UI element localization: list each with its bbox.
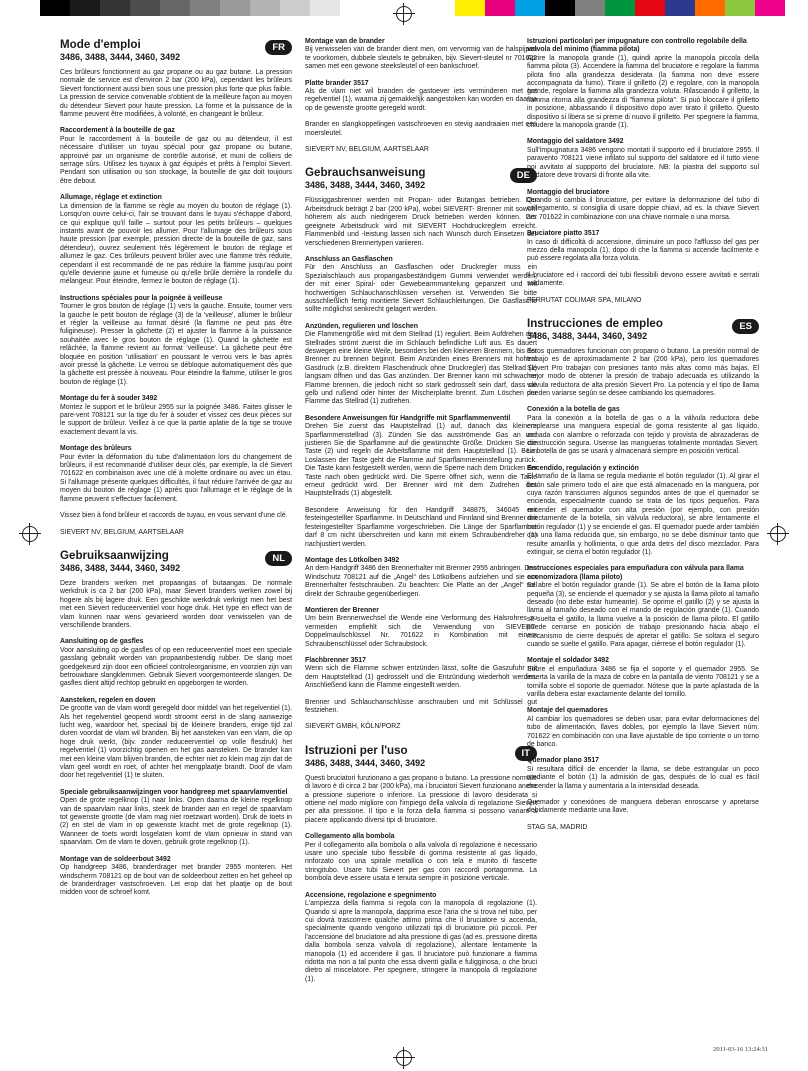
- column-3: [527, 38, 759, 844]
- color-swatch: [455, 0, 485, 16]
- registration-mark-icon: [396, 1050, 412, 1066]
- color-swatch: [250, 0, 280, 16]
- text-section: [305, 197, 537, 247]
- section-text: Voor aansluiting op de gasfles of op een reduceerventiel moet een speciale gasslang gebruikt worden van propaanbestendig rubber. De slang moet goedgekeurd zijn door een officieel controleorganisme, en voorzien zijn van betrouwbare slangklemmen. Gebruik Sievert voorgemonteerde slangen. De gasfles dient altijd rechtop gebruikt en opgeborgen te worden.: [60, 646, 292, 688]
- section-text: An dem Handgriff 3486 den Brennerhalter mit Brenner 2955 anbringen. Den Windschutz 708121 auf die „Angel“ des Lötkolbens aufziehen und sie am Brennerhalter festschrauben. Zu beachten: Die Platte an der „Angel“ soll direkt der Schraube gegenüberliegen.: [305, 565, 537, 598]
- text-section: [305, 507, 537, 549]
- text-section: [527, 657, 759, 699]
- section-text: Brander en slangkoppelingen vastschroeven en stevig aandraaien met een moersleutel.: [305, 121, 537, 137]
- section-nl: [60, 549, 292, 898]
- section-text: Montez le support et le brûleur 2955 sur la poignée 3486. Faites glisser le pare-vent 708121 sur la tige du fer à souder et vissez ces deux pièces sur le support de brûleur. Veillez à ce que la partie aplatie de la tige se trouve exactement devant la vis.: [60, 403, 292, 436]
- nl-models: 3486, 3488, 3444, 3460, 3492: [60, 562, 181, 573]
- section-text: Quemador y conexiónes de manguera deberan enroscarse y apretarse debidamente mediante una llave.: [527, 799, 759, 815]
- section-heading: Aansteken, regelen en doven: [60, 696, 156, 704]
- section-text: Wenn sich die Flamme schwer entzünden lässt, sollte die Gaszufuhr mit dem Hauptstellrad (1) gedrosselt und die Entzündung wiederholt werden. Anschließend kann die Flamme eingestellt werden.: [305, 665, 537, 690]
- text-section: [305, 557, 537, 599]
- text-section: [305, 323, 537, 407]
- nl-language-badge: NL: [265, 551, 292, 566]
- text-section: [60, 789, 292, 848]
- color-swatch: [665, 0, 695, 16]
- color-swatch: [545, 0, 575, 16]
- de-body: [305, 197, 537, 715]
- section-text: Open de grote regelknop (1) naar links. Open daarna de kleine regelknop van de spaarvlam naar links, steek de brander aan en regel de spaarvlam tot gewenste grootte (de vlam mag niet roetzwart worden). Druk de toets in (2) en stel de vlam in op gewenste kracht met de grote regelknop (1). Wanneer de toets wordt losgelaten komt de vlam opnieuw in stand van spaarvlam. Om de vlam te doven, gebruik grote regelknop (1).: [60, 797, 292, 847]
- section-heading: Montage des Lötkolben 3492: [305, 556, 400, 564]
- section-heading: Accensione, regolazione e spegnimento: [305, 891, 437, 899]
- section-text: El tamaño de la llama se regula mediante el botón regulador (1). Al girar el botón sale primero todo el aire que está almacenado en la manguera, por cuya razón transcurren algunos segundos antes de que el quemador se encienda, especialmente cuando se trata de los tipos pequeños. Para encender el quemador con alta presión (por ejemplo, con presión directamente de la botella, sin válvula reductora), se abre lentamente el botón regulador (1) y se enciende el gas. El quemador puede arder también con una llama reducida que, sin embargo, no se debe disminuir tanto que resulte amarilla y hollinienta, o que arda detrs del disco mezclador. Para extinguir, se cierra el botón regulador (1).: [527, 473, 759, 556]
- color-swatch: [635, 0, 665, 16]
- section-text: Tourner le gros bouton de réglage (1) vers la gauche. Ensuite, tourner vers la gauche le petit bouton de réglage (3) de la 'veilleuse', allumer le brûleur et régler la veilleuse au format désiré (la flamme ne peut pas être fuligineuse). Presser la gâchette (2) et ajuster la flamme à la puissance souhaitée avec le gros bouton de réglage (1). Quand la gâchette est relâchée, la flamme revient au format 'veilleuse'. La gâchette peut être bloquée en position 'utilisation' en poussant le verrou vers le bas après avoir pressé la gâchette. Le verrou se débloque automatiquement dès que la gâchette est pressée à nouveau. Pour éteindre la flamme, utiliser le gros bouton de réglage (1).: [60, 303, 292, 386]
- section-heading: Collegamento alla bombola: [305, 833, 395, 841]
- color-swatch: [485, 0, 515, 16]
- color-swatch: [190, 0, 220, 16]
- section-heading: Montaggio del bruciatore: [527, 188, 610, 196]
- print-timestamp: 2011-03-16 13:24:31: [713, 1046, 768, 1053]
- it-language-badge: IT: [515, 746, 537, 761]
- section-text: Drehen Sie zuerst das Hauptstellrad (1) auf, danach das kleinere Sparflammenstellrad (3). Zünden Sie das ausströmende Gas an und justieren Sie die Sparflamme auf die gewünschte Größe. Drücken Sie die Taste (2) und regeln die Arbeitsflamme mit dem Hauptstellrad (1). Beim Loslassen der Taste geht die Flamme auf Sparflammeneinstellung zurück. Die Taste kann festgestellt werden, wenn die Sperre nach dem Drücken der Taste nach oben gedrückt wird. Die Sperre öffnet sich, wenn die Taste erneut gedrückt wird. Der Brenner wird mit dem Zudrehen des Hauptstellrads (1) abgestellt.: [305, 423, 537, 498]
- text-section: [305, 121, 537, 138]
- section-text: Quando si cambia il bruciatore, per evitare la deformazione del tubo di collegamento, si consiglia di usare doppie chiavi, ad es. la chiave Sievert art. 701622 in combinazione con una chiave normale o una morsa.: [527, 196, 759, 221]
- color-swatch: [220, 0, 250, 16]
- section-text: Als de vlam niet wil branden de gastoever iets verminderen met het regelventiel (1), waarna zij gemakkelijk aangestoken kan worden en daarna op de gewenste grootte geregeld wordt.: [305, 88, 537, 112]
- text-section: [527, 272, 759, 289]
- it-body-continued: [527, 38, 759, 289]
- nl-signature: SIEVERT NV, BELGIUM, AARTSELAAR: [305, 146, 429, 154]
- section-text: L'ampiezza della fiamma si regola con la manopola di regolazione (1). Quando si apre la manopola, dapprima esce l'aria che si trova nel tubo, per cui dovrà trascorrere qualche attimo prima che il bruciatore si accenda, specialmente quando vengono utilizzati tipi di bruciatore più piccoli. Per l'accensione del bruciatore ad alta pressione di gas (ad es. pressione diretta dalla bombola senza valvola di regolazione), allentare lentamente la manopola (1) ed accendere il gas. Il bruciatore può funzionare a fiamma ridotta ma non a tal punto che essa diventi gialla e fuligginosa, o che bruci dietro al miscelatore. Per spegnere, stringere la manopola di regolazione (1).: [305, 900, 537, 983]
- fr-title: Mode d'emploi: [60, 38, 141, 51]
- text-section: [305, 892, 537, 984]
- section-heading: Quemador plano 3517: [527, 757, 599, 765]
- section-text: Die Flammengröße wird mit dem Stellrad (1) reguliert. Beim Aufdrehen des Stellrades strömt zuerst die im Schlauch befindliche Luft aus. Es dauert deswegen eine kleine Weile, besonders bei den kleineren Brennern, bis der Brenner zu brennen beginnt. Beim Anzünden eines Brenners mit hohem Gasdruck (z.B. direktem Flaschendruck ohne Druckregler) das Stellrad (1) langsam öffnen und das Gas anzünden. Der Brenner kann mit schwacher Flamme brennen, die jedoch nicht so stark gedrosselt sein darf, dass sie gelb und rußend oder hinter der Mischerplatte brennt. Zum Löschen der Flamme das Stellrad (1) zudrehen.: [305, 331, 537, 406]
- section-heading: Anschluss an Gasflaschen: [305, 255, 393, 263]
- es-signature: STAG SA, MADRID: [527, 823, 588, 831]
- section-heading: Montage des brûleurs: [60, 445, 132, 453]
- section-es: [527, 317, 759, 832]
- section-heading: Instructions spéciales pour la poignée à veilleuse: [60, 294, 223, 302]
- text-section: [527, 138, 759, 180]
- text-section: [60, 395, 292, 437]
- section-heading: Speciale gebruiksaanwijzingen voor handgreep met spaarvlamventiel: [60, 788, 288, 796]
- section-text: Il bruciatore ed i raccordi dei tubi flessibili devono essere avvitati e serrati saldamente.: [527, 271, 759, 288]
- color-swatch: [310, 0, 340, 16]
- section-heading: Besondere Anweisungen für Handgriffe mit Sparflammenventil: [305, 414, 511, 422]
- de-title: Gebrauchsanweisung: [305, 166, 426, 180]
- section-heading: Raccordement à la bouteille de gaz: [60, 127, 175, 135]
- fr-signature: SIEVERT NV, BELGIUM, AARTSELAAR: [60, 528, 184, 536]
- text-section: [60, 127, 292, 186]
- text-section: [527, 799, 759, 816]
- section-heading: Platte brander 3517: [305, 79, 369, 87]
- text-section: [305, 699, 537, 716]
- section-text: Op handgreep 3486, branderdrager met brander 2955 monteren. Het windscherm 708121 op de bout van de soldeerbout zetten en het geheel op de branderdrager vastschroeven. Let erop dat het plaatje op de bout midden voor de schroef komt.: [60, 864, 292, 897]
- text-section: [527, 406, 759, 456]
- fr-language-badge: FR: [265, 40, 292, 55]
- es-body: [527, 348, 759, 816]
- text-section: [527, 565, 759, 649]
- section-text: Al cambiar los quemadores se deben usar, para evitar deformaciones del tubo de alimentación, llaves dobles, por ejemplo la llave Sievert núm. 701622 en combinación con una llave ajustable de tipo corriente o un torno de banco.: [527, 715, 759, 749]
- de-models: 3486, 3488, 3444, 3460, 3492: [305, 180, 426, 191]
- text-section: [60, 638, 292, 688]
- section-heading: Encendido, regulación y extinción: [527, 464, 639, 472]
- color-swatch: [340, 0, 370, 16]
- text-section: [305, 607, 537, 649]
- column-2: [305, 38, 537, 992]
- section-text: Pour le raccordement à la bouteille de gaz ou au détendeur, il est nécessaire d'utiliser un tuyau spécial pour gaz propane ou butane, approuvé par un organisme de contrôle autorisé, et muni de colliers de serrage sûrs. Utilisez les tuyaux à gaz équipés et prêts à l'emploi Sievert. Pendant son utilisation ou son stockage, la bouteille de gaz doit toujours être debout.: [60, 135, 292, 185]
- section-text: Per il collegamento alla bombola o alla valvola di regolazione è necessario usare uno speciale tubo flessibile di gomma resistente al gas liquido, rinforzato con una spirale metallica o con tela e munito di fascette stringitubo. Usare tubi Sievert per gas con raccordi portagomma. La bombola deve essere usata e tenuta sempre in posizione verticale.: [305, 841, 537, 883]
- text-section: [527, 189, 759, 223]
- it-body: [305, 775, 537, 984]
- text-section: [60, 512, 292, 520]
- section-text: Aprire la manopola grande (1), quindi aprire la manopola piccola della fiamma pilota (3). Accendere la fiamma del bruciatore e regolare la fiamma pilota fino alla grandezza desiderata (la fiamma non deve essere accompagnata da fumo). Tirare il grilletto (2) e regolare, con la manopola grande, regolare la fiamma alla grandezza voluta. Rilasciando il grilletto, la fiamma ritorna alla grandezza di "fiamma pilota". Si può bloccare il grilletto in posizione, abbassando il dispositivo dopo aver tirato il grilletto. Questo dispositivo si libera se si preme di nuovo il grilletto. Per spegnere la fiamma, chiudere la manopola grande (1).: [527, 54, 759, 130]
- section-heading: Montage van de soldeerbout 3492: [60, 855, 171, 863]
- section-fr: [60, 38, 292, 537]
- section-text: De grootte van de vlam wordt geregeld door middel van het regelventiel (1). Als het regelventiel geopend wordt stroomt eerst in de slang aanwezige lucht weg, waardoor het, speciaal bij de kleinere branders, enige tijd zal duren voordat de vlam wil branden. Bij het aansteken van een vlam, die op hoge druk werkt, (bijv. zonder reduceerventiel op volle flesdruk) het regelventiel (1) voorzichtig openen en het gas aansteken. De brander kan met een kleine vlam blijven branden, die echter niet zo klein mag zijn dat de vlam geel wordt en roet, of achter het mengplaatje brandt. Doof de vlam door het regelventiel (1) te sluiten.: [60, 705, 292, 780]
- section-text: La dimension de la flamme se règle au moyen du bouton de réglage (1). Lorsqu'on ouvre celui-ci, l'air se trouvant dans le tuyau s'échappe d'abord, ce qui explique qu'il faille – surtout pour les petits brûleurs – quelques instants avant de pouvoir les allumer. Pour l'allumage des brûleurs sous haute pression (par exemple, pression directe de la bouteille de gaz, sans détendeur), ouvrez seulement très légèrement le bouton de réglage et allumez le gaz. Ces brûleurs peuvent brûler avec une flamme très réduite, cependant il est recommandé de ne pas réduire la flamme jusqu'au point qu'elle devienne jaune et fumeuse ou qu'elle brûle derrière la rondelle du mélangeur. Pour éteindre, fermez le bouton de réglage (1).: [60, 202, 292, 286]
- color-swatch: [130, 0, 160, 16]
- section-heading: Conexión a la botella de gas: [527, 406, 620, 414]
- text-section: [305, 415, 537, 499]
- section-heading: Anzünden, regulieren und löschen: [305, 322, 418, 330]
- text-section: [60, 295, 292, 387]
- text-section: [305, 256, 537, 315]
- registration-mark-icon: [770, 526, 786, 542]
- color-swatch: [695, 0, 725, 16]
- it-models: 3486, 3488, 3444, 3460, 3492: [305, 757, 426, 768]
- fr-body: [60, 69, 292, 521]
- color-swatch: [70, 0, 100, 16]
- registration-mark-icon: [396, 6, 412, 22]
- es-language-badge: ES: [732, 319, 759, 334]
- text-section: [60, 856, 292, 898]
- nl-title: Gebruiksaanwijzing: [60, 548, 169, 562]
- section-text: Estos quemadores funcionan con propano o butano. La presión normal de trabajo es de aproximadamente 2 bar (200 kPa), pero los quemadores Sievert Pro trabajan con presiones tanto más altas como más bajas. El mejor modo de obtener la presión de trabajo adecuada es utilizando la válvula reductora de alta presión Sievert Pro. La potencia y el tipo de llama pueden variarse según se desee cambiando los quemadores.: [527, 347, 759, 397]
- text-section: [60, 69, 292, 119]
- section-heading: Montieren der Brenner: [305, 606, 379, 614]
- text-section: [305, 657, 537, 691]
- section-heading: Bruciatore piatto 3517: [527, 230, 600, 238]
- color-calibration-bar: [455, 0, 785, 16]
- it-title: Istruzioni per l'uso: [305, 743, 408, 757]
- section-heading: Instrucciones especiales para empuñadura con válvula para llama economizadora (llama piloto): [527, 565, 744, 581]
- it-signature: FERRUTAT COLIMAR SPA, MILANO: [527, 296, 642, 304]
- text-section: [527, 707, 759, 749]
- color-swatch: [100, 0, 130, 16]
- section-text: Bij verwisselen van de brander dient men, om vervormig van de halspijpen te voorkomen, dubbele sleutels te gebruiken, bijv. Sievert-sleutel nr 701622 samen met een gewone steeksleutel of een bankschroef.: [305, 46, 537, 71]
- text-section: [305, 833, 537, 883]
- color-swatch: [40, 0, 70, 16]
- text-section: [527, 230, 759, 264]
- section-heading: Aansluiting op de gasfles: [60, 638, 144, 646]
- grayscale-color-bar: [40, 0, 370, 16]
- section-heading: Flachbrenner 3517: [305, 656, 366, 664]
- section-it: [305, 744, 537, 984]
- text-section: [305, 775, 537, 825]
- color-swatch: [160, 0, 190, 16]
- section-text: Für den Anschluss an Gasflaschen oder Druckregler muss ein Spezialschlauch aus propangasbeständigem Gummi verwendet werden, der mit einer Spiral- oder Gewebearmmantelung gepanzert und mit hochwertigen Schlauchanschlüssen versehen ist. Verwenden Sie bitte ausschließlich fertig montierte Sievert Schlauchleitungen. Die Gasflasche sollte möglichst senkrecht gelagert werden.: [305, 264, 537, 314]
- section-text: Para la conexión a la botella de gas o a la válvula reductora debe emplearse una manguera especial de goma resistente al gas líquido, armada con alambre o reforzada con tejido y provista de abrazaderas de construcción segura. Usense las mangueras totalmente montadas Sievert. La botella de gas se usará y almacenará siempre en posición vertical.: [527, 414, 759, 456]
- section-heading: Montage van de brander: [305, 38, 385, 45]
- section-text: Se abre el botón regulador grande (1). Se abre el botón de la llama piloto pequeña (3), se enciende el quemador y se ajusta la llama piloto al tamaño deseado (no debe estar humeante). Se oprime el gatillo (2) y se ajusta la llama al tamaño deseado con el mando de regulación grande (1). Cuando se suelta el gatillo, la llama vuelve a la posición de llama piloto. El gatillo puede cerrarse en posición de trabajo presionando hacia abajo el mecanismo de cierre después de apretar el gatillo. Se soltara el seguro cuando se suelte el gatillo. Para apagar, ciérrese el botón regulador (1).: [527, 582, 759, 648]
- section-text: Vissez bien à fond brûleur et raccords de tuyau, en vous servant d'une clé.: [60, 512, 288, 520]
- registration-mark-icon: [22, 526, 38, 542]
- color-swatch: [575, 0, 605, 16]
- section-heading: Montaje del quemadores: [527, 707, 608, 715]
- text-section: [527, 465, 759, 557]
- section-text: Besondere Anweisung für den Handgriff 348875, 346045 mit festeingestellter Sparflamme. In Deutschland und Finnland sind Brenner mit festeingestellter Sparflamme vorgeschrieben. Die Länge der Sparflamme darf 8 cm nicht überschreiten und kann mit einem Schraubendreher (1) nachjustiert werden.: [305, 506, 537, 548]
- text-section: [527, 38, 759, 130]
- color-swatch: [280, 0, 310, 16]
- text-section: [60, 697, 292, 781]
- text-section: [60, 194, 292, 286]
- section-text: Deze branders werken met propaangas of butaangas. De normale werkdruk is ca 2 bar (200 kPa), maar Sievert branders werken zowel bij hogere als bij lagere druk. Een geschikte werkdruk verkrijgt men het best met een Sievert reduceerventiel voor hoge druk. Het type en effect van de vlam kunnen naar wens gevarieerd worden door verwisselen van de verschillende branders.: [60, 579, 292, 629]
- text-section: [305, 80, 537, 114]
- text-section: [527, 348, 759, 398]
- color-swatch: [605, 0, 635, 16]
- section-text: Ces brûleurs fonctionnent au gaz propane ou au gaz butane. La pression normale de service est d'environ 2 bar (200 kPa), cependant les brûleurs Sievert fonctionnent aussi bien sous une pression plus forte que plus faible. La pression de service convenable s'obtient de la meilleure façon au moyen du détendeur Sievert pour haute pression. La forme et la puissance de la flamme peuvent être modifiées, à volonté, en changeant le brûleur.: [60, 69, 292, 119]
- section-heading: Istruzioni particolari per impugnature con controllo regolabile della valvola del minimo (fiamma pilota): [527, 38, 747, 54]
- text-section: [60, 580, 292, 630]
- nl-body-continued: [305, 38, 537, 138]
- de-signature: SIEVERT GMBH, KÖLN/PORZ: [305, 723, 401, 731]
- section-text: Sobre el empuñadura 3486 se fija el soporte y el quemador 2955. Se inserta la varilla de la maza de cobre en la pantalla de viento 708121 y se a tornilla sobre el soporte de quemador. Nótese que la parte aplastada de la varilla debera estar exactamente delante del tornillo.: [527, 665, 759, 698]
- section-text: Pour éviter la déformation du tube d'alimentation lors du changement de brûleurs, il est recommandé d'utiliser deux clés, par exemple, la clé Sievert 701622 en combinaison avec une clé à molette ordinaire ou avec un étau. Si l'allumage présente quelques difficultés, il faut réduire l'arrivée de gaz au moyen du bouton de réglage (1) après quoi l'allumage et le réglage de la flamme peuvent s'effectuer facilement.: [60, 453, 292, 503]
- section-heading: Montaggio del saldatore 3492: [527, 138, 624, 146]
- section-text: Sull'impugnatura 3486 vengono montati il supporto ed il bruciatore 2955. Il paravento 708121 viene infilato sul supporto del saldatore ed il tutto viene poi avvitato al suppporto del bruciatore. NB: la piastra del supporto sul saldatore deve trovarsi di fronte alla vite.: [527, 146, 759, 180]
- section-text: Si resultara difícil de encender la llama, se debe estrangular un poco mediante el botón (1) la admisión de gas, después de lo cual es fácil encender la llama y aumentaria a la intensidad deseada.: [527, 765, 759, 790]
- de-language-badge: DE: [510, 168, 537, 183]
- es-models: 3486, 3488, 3444, 3460, 3492: [527, 330, 648, 341]
- color-swatch: [755, 0, 785, 16]
- section-heading: Montage du fer à souder 3492: [60, 395, 158, 403]
- section-text: Brenner und Schlauchanschlüsse anschrauben und mit Schlüssel gut festziehen.: [305, 698, 537, 714]
- fr-models: 3486, 3488, 3444, 3460, 3492: [60, 52, 181, 62]
- section-heading: Montaje el soldador 3492: [527, 657, 609, 665]
- text-section: [60, 445, 292, 504]
- color-swatch: [515, 0, 545, 16]
- text-section: [305, 38, 537, 72]
- nl-body: [60, 580, 292, 898]
- section-text: In caso di difficoltà di accensione, diminuire un poco l'afflusso del gas per mezzo della manopola (1), dopo di che la fiamma si accende facilmente e può essere regolata alla forza voluta.: [527, 238, 759, 263]
- section-text: Flüssiggasbrenner werden mit Propan- oder Butangas betrieben. Der Arbeitsdruck beträgt 2 bar (200 kPa), wobei SIEVERT- Brenner mit sowohl höherem als auch niedrigerem Druck betrieben werden können. Der geeignete Arbeitsdruck wird mit SIEVERT Hochdruckreglern erreicht. Flammenbild und -leistung lassen sich nach Wunsch durch Einsetzen der verschiedenen Brennertypen variieren.: [305, 197, 537, 247]
- text-section: [527, 757, 759, 791]
- color-swatch: [725, 0, 755, 16]
- column-1: [60, 38, 292, 906]
- section-text: Um beim Brennerwechsel die Wende eine Verformung des Halsrohres zu vermeiden empfiehlt sich die Verwendung von SIEVERT- Doppelmaulschlüssel Nr. 701622 in Kombination mit einem Schraubenschlüssel oder Schraubstock.: [305, 615, 537, 648]
- es-title: Instrucciones de empleo: [527, 316, 663, 330]
- section-de: [305, 166, 537, 731]
- section-text: Questi bruciatori funzionano a gas propano o butano. La pressione normale di lavoro è di circa 2 bar (200 kPa), ma i bruciatori Sievert funzionano anche a pressione superiore o inferiore. La pressione di lavoro desiderata si ottiene nel modo migliore con l'impiego della valvola di regolazione Sievert per alta pressione. Il tipo e la forza della fiamma si possono variare a piacere applicando diversi tipi di bruciatore.: [305, 774, 537, 824]
- section-heading: Allumage, réglage et extinction: [60, 194, 162, 202]
